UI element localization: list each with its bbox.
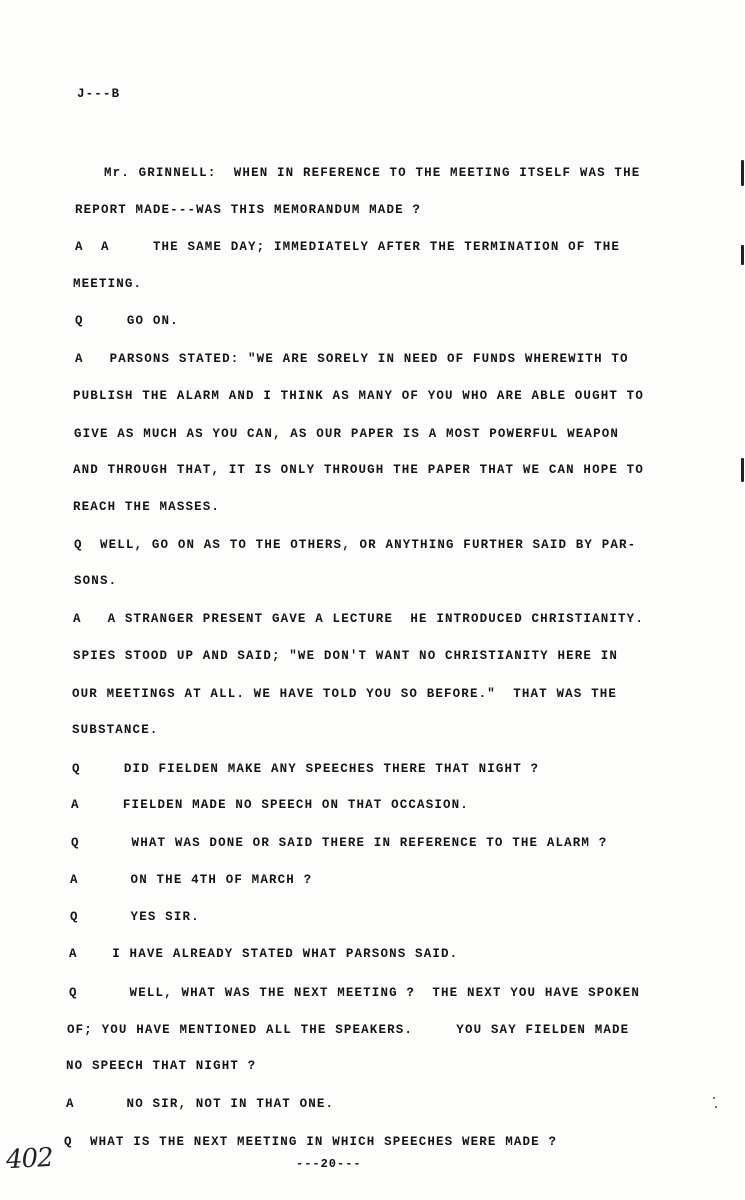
transcript-line: MEETING. <box>73 277 143 291</box>
transcript-line: Mr. GRINNELL: WHEN IN REFERENCE TO THE MEETING ITSELF WAS THE <box>104 166 641 180</box>
scan-speck <box>713 1097 715 1099</box>
page-number: ---20--- <box>296 1157 362 1171</box>
transcript-line: REPORT MADE---WAS THIS MEMORANDUM MADE ? <box>75 203 422 217</box>
transcript-line: SUBSTANCE. <box>72 723 159 737</box>
transcript-line: OF; YOU HAVE MENTIONED ALL THE SPEAKERS. YOU SAY FIELDEN MADE <box>67 1023 630 1037</box>
transcript-line: REACH THE MASSES. <box>73 500 221 514</box>
page-header: J---B <box>77 87 121 101</box>
transcript-line: Q WELL, GO ON AS TO THE OTHERS, OR ANYTHING FURTHER SAID BY PAR- <box>74 538 637 552</box>
transcript-line: A ON THE 4TH OF MARCH ? <box>70 873 313 887</box>
transcript-line: SONS. <box>74 574 118 588</box>
transcript-line: OUR MEETINGS AT ALL. WE HAVE TOLD YOU SO BEFORE." THAT WAS THE <box>72 687 618 701</box>
transcript-line: AND THROUGH THAT, IT IS ONLY THROUGH THE PAPER THAT WE CAN HOPE TO <box>73 463 644 477</box>
transcript-line: A A STRANGER PRESENT GAVE A LECTURE HE INTRODUCED CHRISTIANITY. <box>73 612 644 626</box>
transcript-line: A I HAVE ALREADY STATED WHAT PARSONS SAID. <box>69 947 459 961</box>
transcript-line: Q GO ON. <box>75 314 179 328</box>
transcript-line: Q WHAT WAS DONE OR SAID THERE IN REFERENCE TO THE ALARM ? <box>71 836 608 850</box>
scan-edge-mark <box>741 458 744 482</box>
transcript-line: Q YES SIR. <box>70 910 200 924</box>
transcript-line: GIVE AS MUCH AS YOU CAN, AS OUR PAPER IS A MOST POWERFUL WEAPON <box>74 427 620 441</box>
transcript-line: Q DID FIELDEN MAKE ANY SPEECHES THERE THAT NIGHT ? <box>72 762 540 776</box>
transcript-line: A FIELDEN MADE NO SPEECH ON THAT OCCASION. <box>71 798 469 812</box>
transcript-line: PUBLISH THE ALARM AND I THINK AS MANY OF YOU WHO ARE ABLE OUGHT TO <box>73 389 644 403</box>
transcript-line: A NO SIR, NOT IN THAT ONE. <box>66 1097 335 1111</box>
transcript-line: Q WHAT IS THE NEXT MEETING IN WHICH SPEECHES WERE MADE ? <box>64 1135 558 1149</box>
scan-edge-mark <box>741 245 744 265</box>
transcript-line: NO SPEECH THAT NIGHT ? <box>66 1059 257 1073</box>
transcript-line: Q WELL, WHAT WAS THE NEXT MEETING ? THE NEXT YOU HAVE SPOKEN <box>69 986 640 1000</box>
scan-speck <box>715 1106 717 1108</box>
transcript-line: A A THE SAME DAY; IMMEDIATELY AFTER THE TERMINATION OF THE <box>75 240 621 254</box>
transcript-line: SPIES STOOD UP AND SAID; "WE DON'T WANT NO CHRISTIANITY HERE IN <box>73 649 619 663</box>
transcript-line: A PARSONS STATED: "WE ARE SORELY IN NEED OF FUNDS WHEREWITH TO <box>75 352 629 366</box>
scan-edge-mark <box>741 160 744 186</box>
handwritten-page-number: 402 <box>5 1142 54 1176</box>
